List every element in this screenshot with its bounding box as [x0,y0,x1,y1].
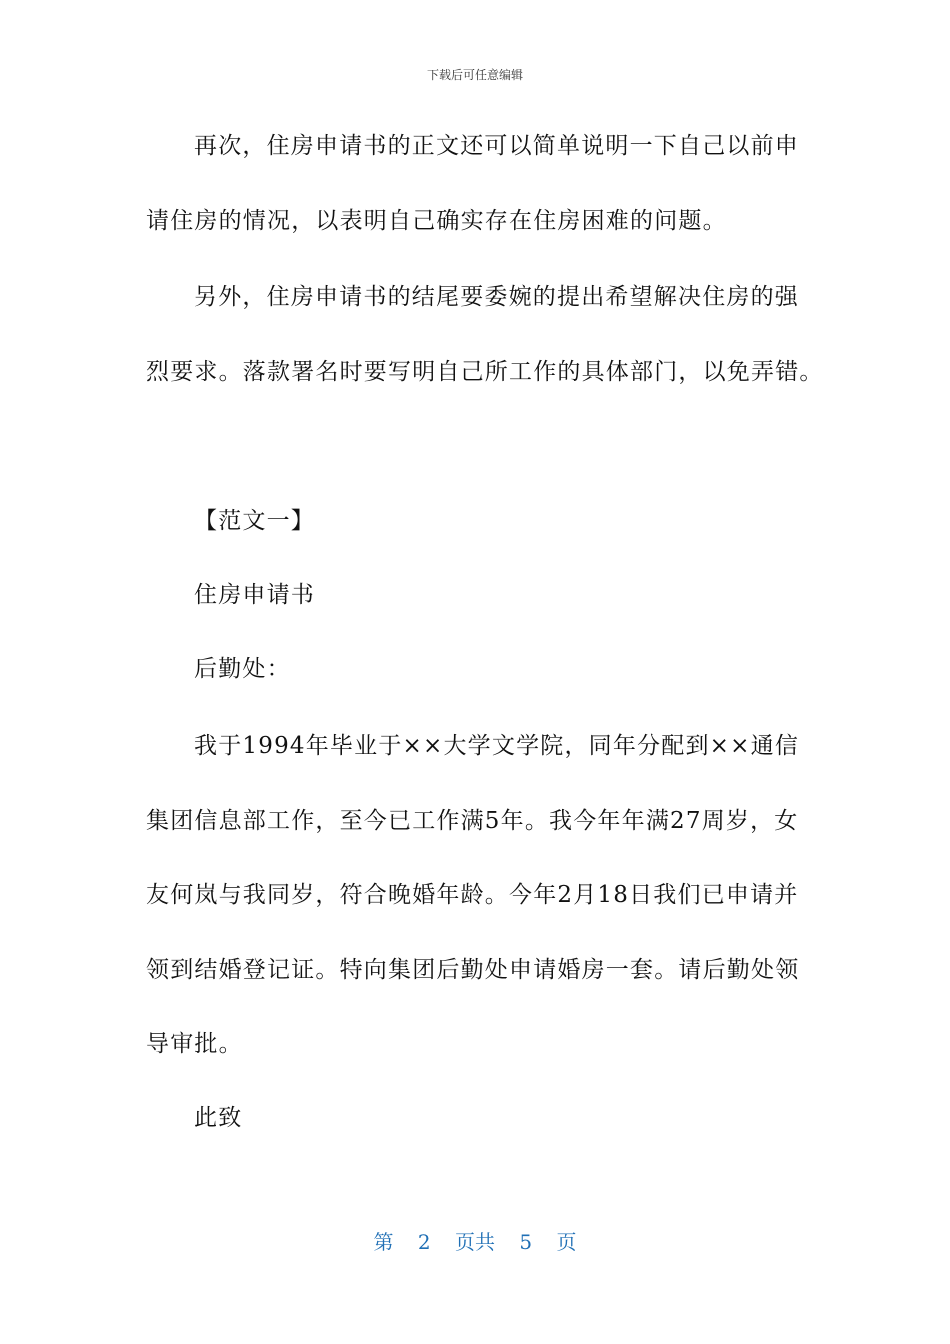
paragraph-line: 我于1994年毕业于××大学文学院，同年分配到××通信 [194,733,800,759]
paragraph-line: 另外，住房申请书的结尾要委婉的提出希望解决住房的强 [194,284,799,310]
letter-closing: 此致 [194,1105,243,1131]
section-heading: 【范文一】 [194,508,315,534]
letter-salutation: 后勤处： [194,656,291,682]
paragraph-line: 集团信息部工作，至今已工作满5年。我今年年满27周岁，女 [146,808,799,834]
paragraph-line: 导审批。 [146,1031,243,1057]
footer-middle: 页共 [455,1230,495,1254]
letter-title: 住房申请书 [194,582,315,608]
footer-prefix: 第 [373,1230,394,1254]
header-note: 下载后可任意编辑 [426,68,523,82]
footer-page-number: 2 [417,1230,431,1254]
paragraph-line: 再次，住房申请书的正文还可以简单说明一下自己以前申 [194,133,799,159]
footer-suffix: 页 [556,1230,577,1254]
paragraph-line: 请住房的情况，以表明自己确实存在住房困难的问题。 [146,208,727,234]
paragraph-line: 烈要求。落款署名时要写明自己所工作的具体部门，以免弄错。 [146,359,824,385]
page-footer [0,1226,950,1255]
paragraph-line: 友何岚与我同岁，符合晚婚年龄。今年2月18日我们已申请并 [146,882,799,908]
footer-total-pages: 5 [519,1230,533,1254]
paragraph-line: 领到结婚登记证。特向集团后勤处申请婚房一套。请后勤处领 [146,957,800,983]
